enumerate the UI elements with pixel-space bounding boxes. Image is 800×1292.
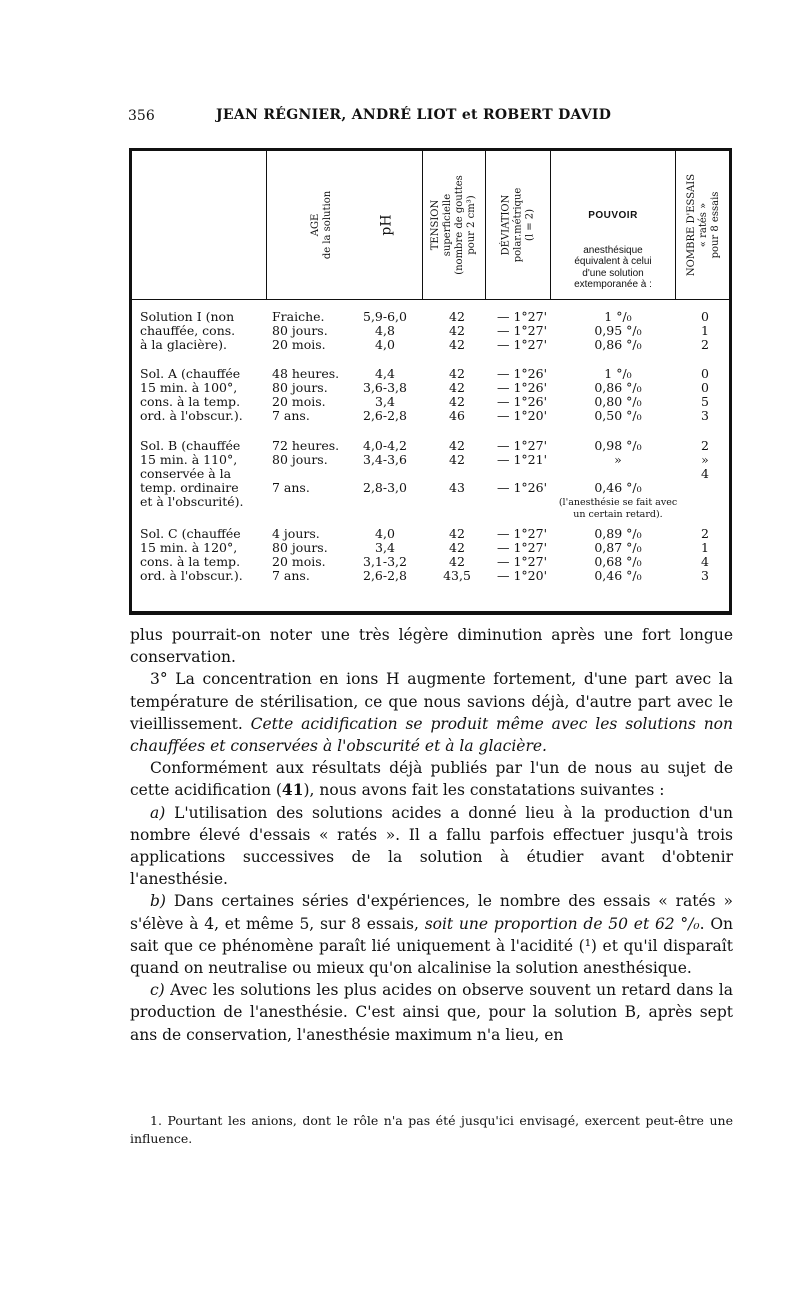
cell-pouvoir: 1 °/₀ 0,86 °/₀ 0,80 °/₀ 0,50 °/₀: [594, 366, 642, 423]
cell-rates: 0 0 5 3: [701, 366, 709, 423]
cell-tension: 42 42 42: [449, 309, 465, 352]
group-label: Sol. A (chauffée 15 min. à 100°, cons. à la temp. ord. à l'obscur.).: [140, 366, 243, 423]
page-number: 356: [128, 108, 155, 124]
paragraph: plus pourrait-on noter une très légère diminution après une fort longue conservation.: [130, 626, 733, 667]
cell-deviation: — 1°27' — 1°27' — 1°27' — 1°20': [496, 526, 548, 583]
cell-pouvoir: 1 °/₀ 0,95 °/₀ 0,86 °/₀: [594, 309, 642, 352]
cell-age: Fraiche. 80 jours. 20 mois.: [272, 309, 328, 352]
text-run: Conformément aux résultats déjà publiés par l'un de nous au sujet de cette acidification (: [130, 759, 733, 800]
paragraph: [130, 979, 733, 1046]
cell-tension: 42 42 43: [449, 438, 465, 495]
cell-ph: 4,4 3,6-3,8 3,4 2,6-2,8: [363, 366, 407, 423]
column-rule: [550, 151, 551, 299]
header-pouvoir-text: anesthésique équivalent à celui d'une solution extemporanée à :: [574, 244, 652, 290]
cell-age: 72 heures. 80 jours. 7 ans.: [272, 438, 340, 495]
italic-run: soit une proportion de 50 et 62 °/₀: [424, 914, 700, 933]
group-label: Sol. C (chauffée 15 min. à 120°, cons. à la temp. ord. à l'obscur.).: [140, 526, 243, 583]
footnote-text: 1. Pourtant les anions, dont le rôle n'a pas été jusqu'ici envisagé, exercent peut-être une influence.: [130, 1113, 733, 1146]
cell-ph: 4,0 3,4 3,1-3,2 2,6-2,8: [363, 526, 407, 583]
column-rule: [485, 151, 486, 299]
text-run: . On sait que ce phénomène paraît lié uniquement à l'acidité (¹) et qu'il disparaît quand on neutralise ou mieux qu'on alcalinise la solution anesthésique.: [130, 914, 734, 978]
text-run: Dans certaines séries d'expériences, le nombre des essais « ratés » s'élève à 4, et même 5, sur 8 essais,: [130, 892, 733, 933]
paragraph: [130, 890, 733, 979]
header-tension: TENSION superficielle (nombre de gouttes pour 2 cm³): [430, 175, 478, 275]
cell-rates: 2 1 4 3: [701, 526, 709, 583]
cell-deviation: — 1°27' — 1°21' — 1°26': [496, 438, 548, 495]
text-run: Avec les solutions les plus acides on observe souvent un retard dans la production de l'anesthésie. C'est ainsi que, pour la solution B, après sept ans de conservation, l'anesthésie maximum n'a lieu, en: [130, 981, 733, 1044]
cell-pouvoir: 0,89 °/₀ 0,87 °/₀ 0,68 °/₀ 0,46 °/₀: [594, 526, 642, 583]
cell-ph: 4,0-4,2 3,4-3,6 2,8-3,0: [363, 438, 407, 495]
text-run: L'utilisation des solutions acides a donné lieu à la production d'un nombre élevé d'essais « ratés ». Il a fallu parfois effectuer jusqu'à trois applications successives de la solution à étudier avant d'obtenir l'anesthésie.: [130, 803, 733, 889]
column-rule: [422, 151, 423, 299]
running-head: JEAN RÉGNIER, ANDRÉ LIOT et ROBERT DAVID: [216, 107, 612, 123]
list-label: a): [150, 803, 166, 822]
reference-number: 41: [281, 780, 304, 800]
cell-pouvoir: 0,98 °/₀ » 0,46 °/₀: [594, 438, 642, 495]
cell-tension: 42 42 42 43,5: [443, 526, 471, 583]
group-label: Sol. B (chauffée 15 min. à 110°, conservée à la temp. ordinaire et à l'obscurité).: [140, 438, 244, 509]
header-deviation: DÉVIATION polar.métrique (l = 2): [500, 187, 536, 263]
group-label: Solution I (non chauffée, cons. à la glacière).: [140, 309, 236, 352]
paragraph: [130, 802, 733, 891]
cell-rates: 2 » 4: [701, 438, 709, 481]
text-run: ), nous avons fait les constatations suivantes :: [303, 781, 665, 800]
list-label: c): [150, 981, 165, 1000]
cell-rates: 0 1 2: [701, 309, 709, 352]
header-pouvoir: [553, 187, 673, 314]
body-text: [130, 624, 733, 1046]
header-essais: NOMBRE D'ESSAIS « ratés » pour 8 essais: [686, 173, 722, 277]
list-label: b): [150, 892, 166, 911]
paragraph: [130, 757, 733, 801]
cell-tension: 42 42 42 46: [449, 366, 465, 423]
header-pouvoir-title: POUVOIR: [588, 210, 638, 221]
italic-run: Cette acidification se produit même avec les solutions non chauffées et conservées à l'obscurité et à la glacière.: [130, 714, 733, 756]
cell-age: 4 jours. 80 jours. 20 mois. 7 ans.: [272, 526, 328, 583]
cell-deviation: — 1°26' — 1°26' — 1°26' — 1°20': [496, 366, 548, 423]
cell-pouvoir-note: (l'anesthésie se fait avec un certain retard).: [558, 497, 678, 520]
column-rule: [266, 151, 267, 299]
results-table: [129, 148, 732, 615]
paragraph: [130, 668, 733, 757]
footnote: [130, 1112, 733, 1148]
text-run: 3° La concentration en ions H augmente fortement, d'une part avec la température de stérilisation, ce que nous savions déjà, d'autre part avec le vieillissement.: [130, 670, 733, 733]
cell-ph: 5,9-6,0 4,8 4,0: [363, 309, 407, 352]
cell-age: 48 heures. 80 jours. 20 mois. 7 ans.: [272, 366, 340, 423]
header-ph: pH: [378, 214, 395, 236]
header-age: AGE de la solution: [310, 190, 333, 260]
cell-deviation: — 1°27' — 1°27' — 1°27': [496, 309, 548, 352]
